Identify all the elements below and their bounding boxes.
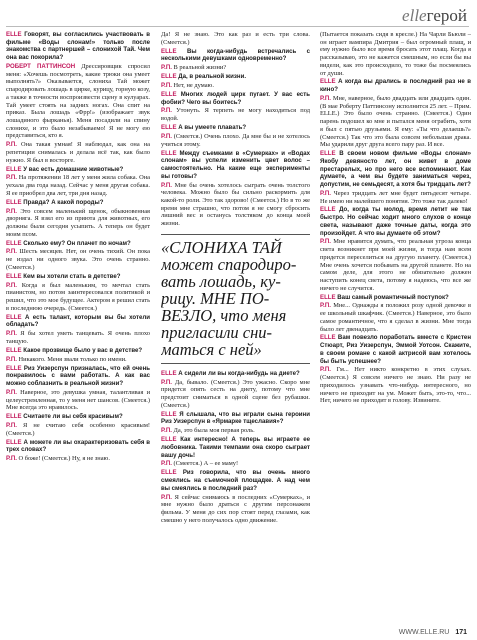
speaker-label: ELLE xyxy=(6,239,22,247)
speaker-label: Р.П. xyxy=(6,422,17,430)
interview-answer xyxy=(161,107,310,122)
paragraph-text: А сидели ли вы когда-нибудь на диете? xyxy=(178,369,300,377)
paragraph-text: Дрессировщик спросил меня: «Хочешь посмотреть, какие трюки она умеет выполнять?» Оказывается, слониха Тай может спародировать лошадь в цирке, курицу, горную козу, а также в точности воспроизвести сцену в кулуарах. Тай умеет стоять на задних ногах. Она спит на приказ. Была лошадь «Фрр!» (изображает звук лошадиного фырканья). Меня посадили на спину слонихе, и это было незабываемо! Я не могу ею представиться, кто я. xyxy=(6,63,150,140)
paragraph-text: Гм... Нет никто конкретно в этих слухах. (Смеется.) Я совсем ничего не знаю. Ни разу не приходилось узнавать что-нибудь интересного, но ничего не приходит на ум. Может быть, это-то, чтo... Нет, ничего не приходит в голову. Извините. xyxy=(320,366,471,405)
interview-question xyxy=(161,73,310,81)
speaker-label: Р.П. xyxy=(161,493,172,501)
speaker-label: ELLE xyxy=(6,272,22,280)
paragraph-text: Нет, не думаю. xyxy=(173,81,214,89)
pull-quote xyxy=(161,234,310,364)
paragraph-text: (Смеется.) А – ее маму! xyxy=(173,460,239,468)
paragraph-text: Многих людей цирк пугает. У вас есть фобии? Чего вы боитесь? xyxy=(161,90,310,106)
paragraph-text: Я слышала, что вы играли сына героини Риз Уизерспун в «Ярмарке тщеславия»? xyxy=(161,410,310,426)
speaker-label: Р.П. xyxy=(161,378,172,386)
interview-question xyxy=(6,365,150,388)
article-column-3 xyxy=(320,31,471,624)
speaker-label: ELLE xyxy=(161,369,177,377)
speaker-label: ELLE xyxy=(320,78,336,86)
interview-question xyxy=(6,314,150,329)
interview-question xyxy=(161,124,310,132)
paragraph-text: Риз Уизерспун призналась, что ей очень понравилось с вами работать. А как вас можно соблазнить в реальной жизни? xyxy=(6,364,150,388)
paragraph-text: А можете ли вы охарактеризовать себя в трех словах? xyxy=(6,438,150,454)
interview-answer xyxy=(161,31,310,46)
interview-answer xyxy=(320,302,471,333)
paragraph-text: Ваш самый романтичный поступок? xyxy=(337,293,449,301)
interview-question xyxy=(161,48,310,63)
speaker-label: Р.П. xyxy=(320,189,331,197)
interview-answer xyxy=(161,133,310,148)
paragraph-text: Да, бывало. (Смеется.) Это ужасно. Скоро мне придется опять сесть на диету, потому что мне предстоит сниматься в одной сцене без рубашки. (Смеется.) xyxy=(161,378,310,409)
interview-answer xyxy=(6,455,150,463)
interview-answer xyxy=(6,141,150,164)
article-column-1 xyxy=(6,31,150,624)
interview-answer xyxy=(161,427,310,435)
speaker-label: Р.П. xyxy=(320,238,331,246)
paragraph-text: Мне нравится думать, что реальная угроза конца света возникнет при моей жизни, и тогда нам всем придется переселиться на другую планету. (Смеется.) Мне очень хочется побывать на другой планете. Но на самом деле, для этого не обязательно должен наступить конец света, потому я надеюсь, что все же ничего не случится. xyxy=(320,238,471,292)
speaker-label: ELLE xyxy=(6,198,22,206)
paragraph-text: Утонуть. Я терпеть не могу находиться под водой. xyxy=(161,107,310,123)
interview-answer xyxy=(320,190,471,205)
interview-answer xyxy=(320,31,471,77)
speaker-label: ELLE xyxy=(6,31,22,38)
interview-question xyxy=(320,78,471,93)
interview-question xyxy=(6,347,150,355)
interview-question xyxy=(6,439,150,454)
speaker-label: Р.П. xyxy=(6,207,17,215)
speaker-label: ELLE xyxy=(161,90,177,98)
page-footer xyxy=(399,629,467,636)
paragraph-text: Сколько ему? Он плачет по ночам? xyxy=(23,239,131,247)
interview-question xyxy=(6,273,150,281)
speaker-label: ELLE xyxy=(320,334,336,342)
interview-question xyxy=(320,334,471,365)
pull-quote-line: рицу. МНЕ ПО- xyxy=(161,288,270,308)
paragraph-text: Риз говорила, что вы очень много смеялись на съемочной площадке. А над чем вы смеялись в последний раз? xyxy=(161,469,310,492)
paragraph-text: На протяжении 18 лет у меня жила собака. Она уехала два года назад. Сейчас у меня другая собака. Я ее приобрел два лет, три дня назад. xyxy=(6,174,150,197)
article-column-2 xyxy=(161,31,310,624)
paragraph-text: В реальной жизни? xyxy=(173,64,227,72)
speaker-label: ELLE xyxy=(6,413,22,421)
speaker-label: Р.П. xyxy=(161,460,172,468)
interview-question xyxy=(161,150,310,181)
speaker-label: Р.П. xyxy=(6,174,17,182)
speaker-label: Р.П. xyxy=(6,248,17,256)
paragraph-text: Мне бы очень хотелось сыграть очень толстого человека. Можно было бы сильно раскормить для какой-то роли. Это так здорово! (Смеется.) Но в то же время мне страшно, что потом я не смогу сбросить лишний вес и останусь толстяком до конца моей жизни. xyxy=(161,181,310,228)
interview-answer xyxy=(161,379,310,410)
interview-answer xyxy=(6,389,150,412)
paragraph-text: У вас есть домашние животные? xyxy=(23,165,124,173)
speaker-label: Р.П. xyxy=(161,427,172,435)
speaker-label: Р.П. xyxy=(161,181,172,189)
paragraph-text: Да, в реальной жизни. xyxy=(178,73,247,81)
interview-answer xyxy=(320,238,471,292)
paragraph-text: (Пытается показать сидя в кресле.) На Чарли Бьюли – он играет вампира Дмитрия – был огромный плащ, и ему нужно было все время бросать этот плащ. Когда я рассказываю, это не кажется смешным, но если бы вы видели, как это происходило, то тоже бы посмеялись от души. xyxy=(320,31,471,77)
interview-question xyxy=(161,370,310,378)
speaker-label: ELLE xyxy=(6,313,22,321)
paragraph-text: Какое прозвище было у вас в детстве? xyxy=(23,346,143,354)
speaker-label: Р.П. xyxy=(6,455,17,463)
paragraph-text: А когда вы дрались в последний раз не в кино? xyxy=(320,78,471,94)
speaker-label: Р.П. xyxy=(6,141,17,149)
paragraph-text: Я бы хотел уметь танцевать. Я очень плохо танцую. xyxy=(6,330,150,345)
paragraph-text: О боже! (Смеется.) Ну, я не знаю. xyxy=(18,455,110,463)
interview-question xyxy=(6,166,150,174)
paragraph-text: Когда я был маленьким, то мечтал стать пианистом, но потом заинтересовался политикой и решил, что это мое будущее. Актером я решил стать в последнюю очередь. (Смеется.) xyxy=(6,281,150,312)
pull-quote-line: «СЛОНИХА ТАЙ xyxy=(161,237,282,257)
speaker-label: Р.П. xyxy=(161,81,172,89)
paragraph-text: Наверное, это девушка умная, талантливая и целеустремленная, то у меня нет шансов. (Смеется.) Мне всегда это нравилось. xyxy=(6,388,150,412)
paragraph-text: Это совсем маленький щенок, обыкновенная дворняга. Я взял его из приюта для животных, его должны были сегодня усыпить. А теперь он будет моим псом. xyxy=(6,207,150,238)
paragraph-text: До, когда ты молод, время летит не так быстро. Но сейчас ходит много слухов о конце света, называют даже точные даты, когда это произойдет. А что вы думаете об этом? xyxy=(320,206,471,237)
speaker-label: ELLE xyxy=(320,206,336,214)
speaker-label: Р.П. xyxy=(161,64,172,72)
interview-question xyxy=(161,436,310,459)
interview-answer xyxy=(6,63,150,140)
section-header xyxy=(402,6,467,26)
interview-answer xyxy=(6,422,150,437)
interview-question xyxy=(320,294,471,302)
paragraph-text: Мне... Однажды я положил розу одной девочке в ее школьный шкафчик. (Смеется.) Наверное, это было самое романтичное, что я сделал в жизни. Мне тогда было лет двенадцать. xyxy=(320,302,471,333)
paragraph-text: Говорят, вы согласились участвовать в фильме «Воды слонам!» только после знакомства с партнершей – слонихой Тай. Чем она вас покорила? xyxy=(6,31,150,62)
paragraph-text: Я не считаю себя особенно красивым! (Смеется.) xyxy=(6,422,150,437)
interview-question xyxy=(6,31,150,62)
paragraph-text: Вы когда-нибудь встречались с несколькими девушками одновременно? xyxy=(161,47,310,63)
speaker-label: Р.П. xyxy=(161,132,172,140)
speaker-label: ELLE xyxy=(161,410,177,418)
interview-answer xyxy=(161,494,310,525)
speaker-label: Р.П. xyxy=(6,355,17,363)
site-url: WWW.ELLE.RU xyxy=(398,629,450,636)
interview-question xyxy=(161,411,310,426)
speaker-label: ELLE xyxy=(6,438,22,446)
pull-quote-line: вать лошадь, ку- xyxy=(161,271,281,291)
speaker-label: Р.П. xyxy=(320,95,331,102)
paragraph-text: Шесть месяцев. Нет, он очень тихий. Он пока не издал ни одного звука. Это очень странно. (Смеется.) xyxy=(6,248,150,271)
interview-question xyxy=(6,240,150,248)
speaker-label: Р.П. xyxy=(6,388,17,396)
pull-quote-line: может спародиро- xyxy=(161,254,297,274)
speaker-label: ELLE xyxy=(161,469,177,477)
interview-question xyxy=(320,150,471,189)
interview-question xyxy=(320,206,471,237)
interview-answer xyxy=(6,330,150,345)
interview-answer xyxy=(320,95,471,149)
interview-answer xyxy=(161,64,310,72)
paragraph-text: Никакого. Меня звали только по имени. xyxy=(18,355,127,363)
speaker-label: РОБЕРТ ПАТТИНСОН xyxy=(6,63,76,70)
paragraph-text: Кем вы хотели стать в детстве? xyxy=(23,272,121,280)
paragraph-text: (Смеется.) Очень плохо. Да мне бы и не хотелось учиться этому. xyxy=(161,132,310,148)
paragraph-text: Да! Я не знаю. Это как раз и есть три слова. (Смеется.) xyxy=(161,31,310,46)
paragraph-text: Между съемками в «Сумерках» и «Водах слонам» вы успели изменить цвет волос – самостоятельно. На какие еще эксперименты вы готовы? xyxy=(161,149,310,180)
interview-answer xyxy=(6,282,150,313)
interview-answer xyxy=(6,208,150,239)
speaker-label: ELLE xyxy=(6,364,22,372)
section-rubric: герой xyxy=(426,6,467,25)
brand-logo: elle xyxy=(402,6,427,25)
speaker-label: Р.П. xyxy=(161,107,172,115)
interview-answer xyxy=(6,174,150,197)
speaker-label: ELLE xyxy=(161,73,177,81)
paragraph-text: Мне, наверное, было двадцать или двадцать один. (В мае Роберту Паттинсону исполнится 25 лет. – Прим. ELLE.) Это было очень странно. (Смеется.) Один парень подошел ко мне и пытался меня ограбить, хотя я был с пятью друзьями. Я ему: «Ты что делаешь?» (Смеется.) Так что это была совсем небольшая драка. Мы ударили друг друга всего пару раз. И все. xyxy=(320,95,471,149)
paragraph-text: Я сейчас снимаюсь в последних «Сумерках», и мне нужно было драться с другим персонажем фильма. У меня до сих пор стоят перед глазами, как смешно у него получалось одно движение. xyxy=(161,493,310,524)
interview-answer xyxy=(161,182,310,228)
speaker-label: Р.П. xyxy=(320,302,331,310)
page-number: 171 xyxy=(455,629,467,636)
paragraph-text: Правда? А какой породы? xyxy=(23,198,104,206)
speaker-label: Р.П. xyxy=(6,330,17,338)
paragraph-text: Как интересно! А теперь вы играете ее любовника. Такими темпами она скоро сыграет вашу дочь! xyxy=(161,436,310,459)
header-divider xyxy=(6,26,469,27)
interview-question xyxy=(161,469,310,492)
speaker-label: Р.П. xyxy=(320,366,331,374)
pull-quote-line: пригласили сни- xyxy=(161,322,273,342)
pull-quote-line: ВЕЗЛО, что меня xyxy=(161,305,287,325)
speaker-label: Р.П. xyxy=(6,281,17,289)
paragraph-text: Она такая умная! Я наблюдал, как она на репетиции снималась и делала всё так, как было нужно. Я был в восторге. xyxy=(6,141,150,164)
speaker-label: ELLE xyxy=(161,124,177,132)
interview-answer xyxy=(6,356,150,364)
pull-quote-line: маться с ней» xyxy=(161,339,262,359)
speaker-label: ELLE xyxy=(320,150,336,158)
paragraph-text: А есть талант, которым вы бы хотели обладать? xyxy=(6,313,150,329)
speaker-label: ELLE xyxy=(161,149,177,157)
interview-answer xyxy=(161,82,310,90)
paragraph-text: Через тридцать лет мне будет пятьдесят четыре. Не имею ни малейшего понятия. Это тоже так далеко! xyxy=(320,189,471,205)
speaker-label: ELLE xyxy=(161,436,177,444)
interview-question xyxy=(6,413,150,421)
paragraph-text: Вам повезло поработать вместе с Кристен Стюарт, Риз Уизерспун, Эммой Уотсон. Скажите, в своем романе с какой актрисой вам хотелось бы быть успешнее? xyxy=(320,334,471,365)
speaker-label: ELLE xyxy=(161,47,177,55)
interview-answer xyxy=(6,248,150,271)
speaker-label: ELLE xyxy=(320,293,336,301)
speaker-label: ELLE xyxy=(6,165,22,173)
paragraph-text: Да, это была моя первая роль. xyxy=(173,427,255,435)
paragraph-text: А вы умеете плавать? xyxy=(178,124,247,132)
paragraph-text: Считаете ли вы себя красивым? xyxy=(23,413,123,421)
paragraph-text: В своем новом фильме «Воды слонам» Якобу девяносто лет, он живет в доме престарелых, но про него все вспоминают. Как думаете, а чем вы будете заниматься через, допустим, не семьдесят, а хотя бы тридцать лет? xyxy=(320,150,471,188)
interview-answer xyxy=(161,460,310,468)
interview-question xyxy=(6,199,150,207)
speaker-label: ELLE xyxy=(6,346,22,354)
interview-question xyxy=(161,91,310,106)
interview-answer xyxy=(320,366,471,405)
